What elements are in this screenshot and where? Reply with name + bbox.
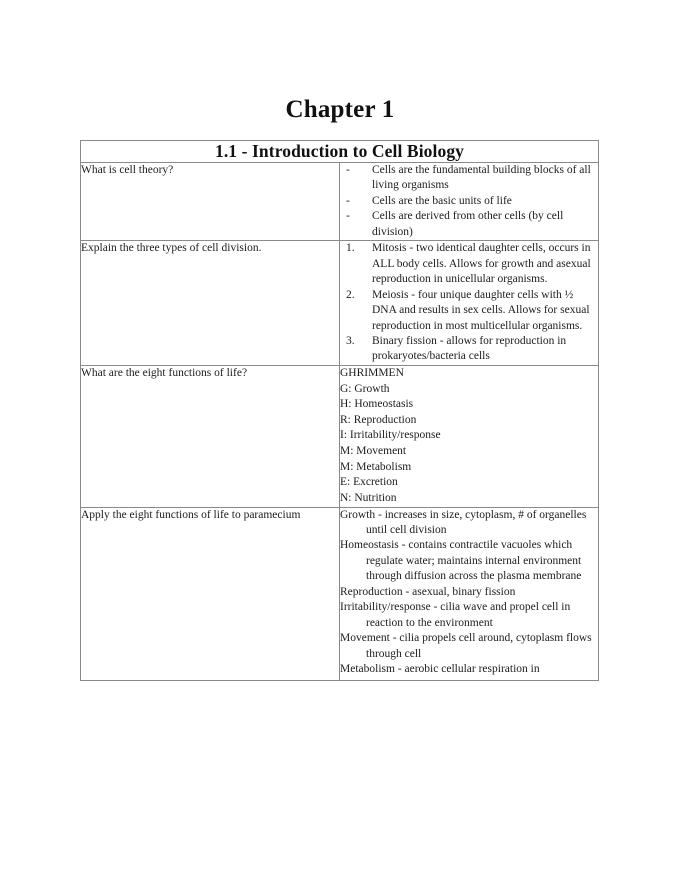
list-item: M: Movement [340, 445, 407, 458]
list-item-text: Mitosis - two identical daughter cells, occurs in ALL body cells. Allows for growth and asexual reproduction in unicellular organisms. [372, 242, 591, 286]
list-item [340, 209, 598, 240]
table-row [81, 507, 599, 680]
list-item [340, 194, 598, 209]
section-header-text: 1.1 - Introduction to Cell Biology [214, 141, 465, 161]
list-item: GHRIMMEN [340, 366, 404, 379]
list-item-text: Cells are derived from other cells (by cell division) [372, 210, 564, 238]
question-cell [81, 507, 340, 680]
list-item: Metabolism - aerobic cellular respiration in [340, 663, 540, 676]
question-text: What are the eight functions of life? [81, 366, 248, 379]
list-item: E: Excretion [340, 476, 398, 489]
numbered-list [340, 241, 598, 365]
section-header-cell [81, 141, 599, 163]
list-item-text: Cells are the basic units of life [372, 194, 512, 207]
dash-list [340, 163, 598, 240]
list-item [340, 163, 598, 194]
table-row [81, 365, 599, 507]
question-text: Apply the eight functions of life to paramecium [81, 508, 301, 521]
question-cell [81, 163, 340, 241]
list-item-text: Meiosis - four unique daughter cells with ½ DNA and results in sex cells. Allows for sexual reproduction in most multicellular organisms. [372, 288, 590, 332]
chapter-title: Chapter 1 [285, 96, 395, 123]
list-marker: 1. [346, 242, 355, 255]
cell-biology-notes-table [80, 140, 599, 681]
question-text: What is cell theory? [81, 164, 174, 176]
list-item: M: Metabolism [340, 460, 412, 473]
list-marker: 3. [346, 334, 355, 347]
list-item: G: Growth [340, 382, 390, 395]
list-item: Reproduction - asexual, binary fission [340, 585, 516, 598]
question-cell [81, 241, 340, 366]
ghrimmen-list [340, 366, 598, 507]
list-item [340, 288, 598, 334]
answer-cell [340, 163, 599, 241]
table-row [81, 241, 599, 366]
answer-cell [340, 241, 599, 366]
list-item: Irritability/response - cilia wave and propel cell in reaction to the environment [340, 601, 571, 629]
answer-cell [340, 507, 599, 680]
list-item [340, 334, 598, 365]
table-row-section-header [81, 141, 599, 163]
list-item-text: Binary fission - allows for reproduction in prokaryotes/bacteria cells [372, 334, 567, 363]
list-item: H: Homeostasis [340, 398, 414, 411]
question-cell [81, 365, 340, 507]
table-row [81, 163, 599, 241]
list-marker: - [346, 194, 350, 207]
list-marker: - [346, 210, 350, 223]
list-item-text: Cells are the fundamental building blocks of all living organisms [372, 164, 591, 192]
list-item: R: Reproduction [340, 413, 417, 426]
list-marker: 2. [346, 288, 355, 301]
list-marker: - [346, 164, 350, 176]
list-item: Growth - increases in size, cytoplasm, # of organelles until cell division [340, 508, 587, 536]
answer-cell [340, 365, 599, 507]
list-item: N: Nutrition [340, 491, 397, 504]
question-text: Explain the three types of cell division. [81, 242, 262, 255]
list-item [340, 241, 598, 287]
list-item: Homeostasis - contains contractile vacuoles which regulate water; maintains internal environment through diffusion across the plasma membrane [340, 539, 582, 583]
paramecium-functions-list [340, 508, 598, 678]
list-item: Movement - cilia propels cell around, cytoplasm flows through cell [340, 632, 592, 660]
list-item: I: Irritability/response [340, 429, 441, 442]
